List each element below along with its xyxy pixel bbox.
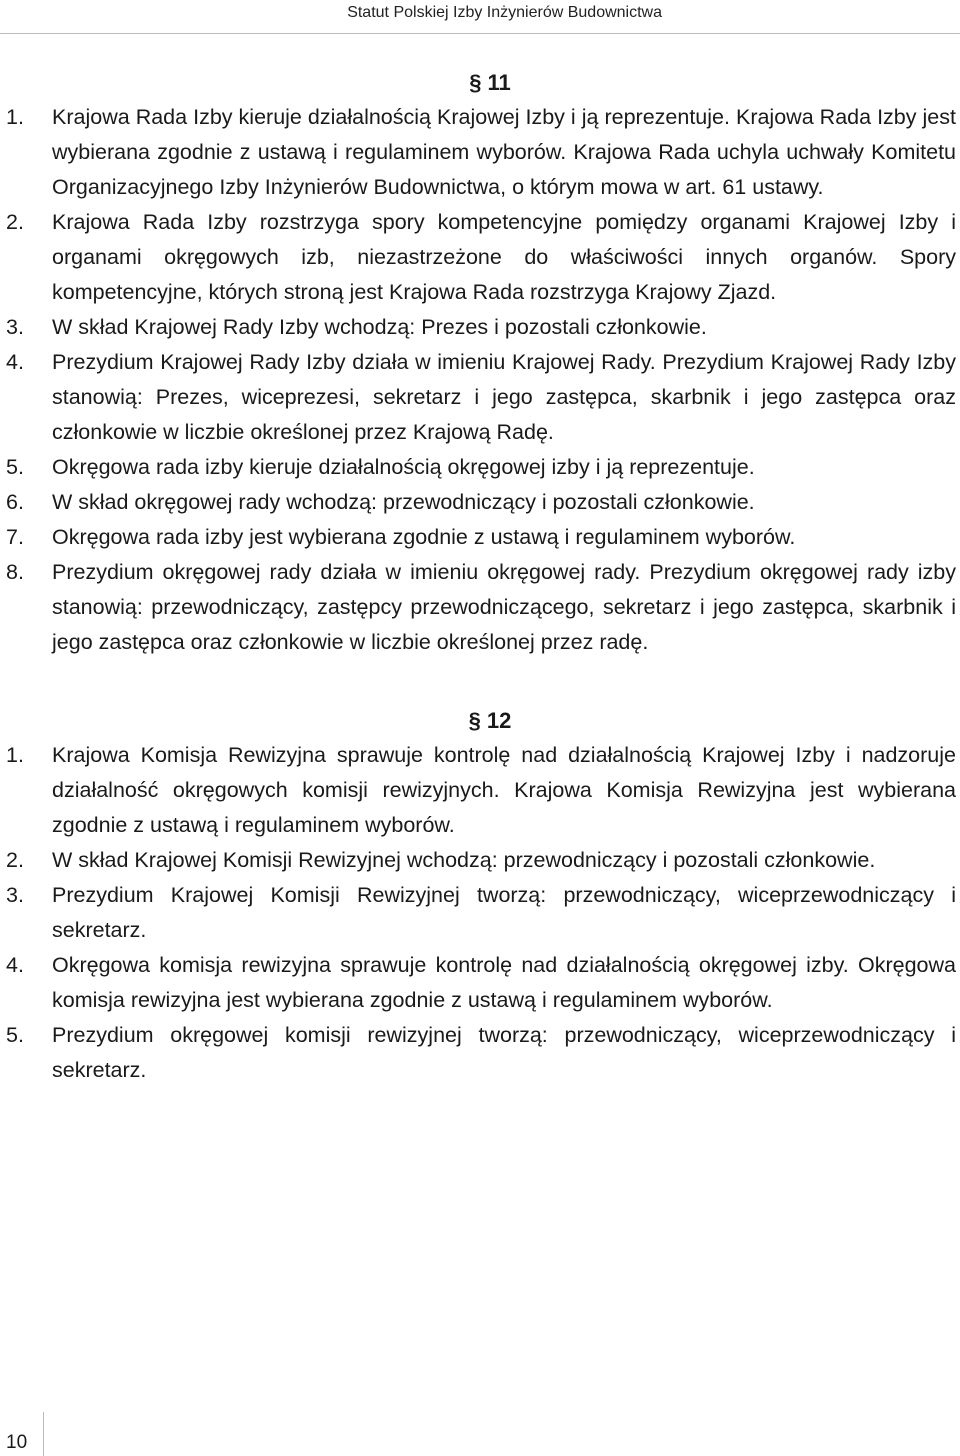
paragraph-number: 3. bbox=[6, 883, 24, 907]
paragraph-text: Prezydium Krajowej Rady Izby działa w imieniu Krajowej Rady. Prezydium Krajowej Rady Izby stanowią: Prezes, wiceprezesi, sekretarz i jego zastępca, skarbnik i jego zastępca oraz członkowie w liczbie określonej przez Krajową Radę. bbox=[52, 350, 956, 444]
section-11 bbox=[0, 66, 960, 660]
paragraph-text: Krajowa Rada Izby rozstrzyga spory kompetencyjne pomiędzy organami Krajowej Izby i organami okręgowych izb, niezastrzeżone do właściwości innych organów. Spory kompetencyjne, których stroną jest Krajowa Rada rozstrzyga Krajowy Zjazd. bbox=[52, 210, 956, 304]
paragraph bbox=[0, 100, 960, 205]
paragraph bbox=[0, 310, 960, 345]
paragraph-text: Krajowa Rada Izby kieruje działalnością Krajowej Izby i ją reprezentuje. Krajowa Rada Izby jest wybierana zgodnie z ustawą i regulaminem wyborów. Krajowa Rada uchyla uchwały Komitetu Organizacyjnego Izby Inżynierów Budownictwa, o którym mowa w art. 61 ustawy. bbox=[52, 105, 956, 199]
page-number: 10 bbox=[6, 1432, 28, 1453]
paragraph-text: Prezydium okręgowej komisji rewizyjnej tworzą: przewodniczący, wiceprzewodniczący i sekretarz. bbox=[52, 1023, 956, 1082]
section-title: § 11 bbox=[469, 70, 511, 95]
paragraph-text: W skład Krajowej Rady Izby wchodzą: Prezes i pozostali członkowie. bbox=[52, 315, 707, 339]
paragraph-number: 5. bbox=[6, 455, 24, 479]
paragraph bbox=[0, 878, 960, 948]
paragraph bbox=[0, 345, 960, 450]
paragraph bbox=[0, 520, 960, 555]
paragraph bbox=[0, 1018, 960, 1088]
paragraph bbox=[0, 485, 960, 520]
paragraph bbox=[0, 555, 960, 660]
paragraph-number: 7. bbox=[6, 525, 24, 549]
paragraph-number: 2. bbox=[6, 848, 24, 872]
paragraph-list bbox=[0, 738, 960, 1088]
paragraph-text: Okręgowa komisja rewizyjna sprawuje kontrolę nad działalnością okręgowej izby. Okręgowa komisja rewizyjna jest wybierana zgodnie z ustawą i regulaminem wyborów. bbox=[52, 953, 956, 1012]
paragraph-text: W skład okręgowej rady wchodzą: przewodniczący i pozostali członkowie. bbox=[52, 490, 755, 514]
paragraph-number: 5. bbox=[6, 1023, 24, 1047]
paragraph-number: 3. bbox=[6, 315, 24, 339]
paragraph bbox=[0, 843, 960, 878]
paragraph bbox=[0, 450, 960, 485]
paragraph-number: 4. bbox=[6, 350, 24, 374]
section-title: § 12 bbox=[468, 708, 512, 733]
paragraph-list bbox=[0, 100, 960, 660]
paragraph-number: 1. bbox=[6, 743, 24, 767]
header-rule bbox=[0, 33, 960, 34]
paragraph-number: 2. bbox=[6, 210, 24, 234]
paragraph bbox=[0, 205, 960, 310]
running-header: Statut Polskiej Izby Inżynierów Budownictwa bbox=[347, 4, 662, 21]
paragraph-number: 8. bbox=[6, 560, 24, 584]
paragraph-text: Prezydium okręgowej rady działa w imieniu okręgowej rady. Prezydium okręgowej rady izby stanowią: przewodniczący, zastępcy przewodniczącego, sekretarz i jego zastępca, skarbnik i jego zastępca oraz członkowie w liczbie określonej przez radę. bbox=[52, 560, 956, 654]
paragraph bbox=[0, 948, 960, 1018]
footer-rule bbox=[43, 1412, 44, 1456]
paragraph-text: Okręgowa rada izby jest wybierana zgodnie z ustawą i regulaminem wyborów. bbox=[52, 525, 796, 549]
paragraph-number: 1. bbox=[6, 105, 24, 129]
paragraph-number: 4. bbox=[6, 953, 24, 977]
document-body bbox=[0, 66, 960, 1088]
paragraph-number: 6. bbox=[6, 490, 24, 514]
paragraph-text: Prezydium Krajowej Komisji Rewizyjnej tworzą: przewodniczący, wiceprzewodniczący i sekretarz. bbox=[52, 883, 956, 942]
paragraph-text: W skład Krajowej Komisji Rewizyjnej wchodzą: przewodniczący i pozostali członkowie. bbox=[52, 848, 876, 872]
section-12 bbox=[0, 704, 960, 1088]
paragraph-text: Krajowa Komisja Rewizyjna sprawuje kontrolę nad działalnością Krajowej Izby i nadzoruje działalność okręgowych komisji rewizyjnych. Krajowa Komisja Rewizyjna jest wybierana zgodnie z ustawą i regulaminem wyborów. bbox=[52, 743, 956, 837]
paragraph bbox=[0, 738, 960, 843]
paragraph-text: Okręgowa rada izby kieruje działalnością okręgowej izby i ją reprezentuje. bbox=[52, 455, 755, 479]
